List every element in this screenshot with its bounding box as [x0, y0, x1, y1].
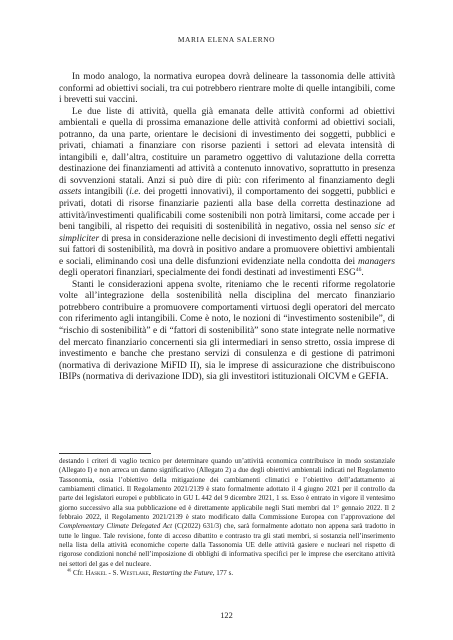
- footnote-46: $^{46}$ Cfr. Haskel - S. Westlake, Restarting the Future, 177 s.: [67, 567, 234, 578]
- footnote-continuation: destando i criteri di vaglio tecnico per determinare quando un’attività economica contribuisce in modo sostanziale (Allegato I) e non arreca un danno significativo (Allegato 2) a due degli obiettivi ambientali indicati nel Regolamento Tassonomia, ossia l’obiettivo della mitigazione dei cambiamenti climatici e l’obiettivo dell’adattamento ai cambiamenti climatici. Il Regolamento 2021/2139 è stato formalmente adottato il 4 giugno 2021 per il controllo da parte dei legislatori europei e pubblicato in GU L 442 del 9 dicembre 2021, 1 ss. Esso è entrato in vigore il ventesimo giorno successivo alla sua pubblicazione ed è direttamente applicabile negli Stati membri dal 1° gennaio 2022. Il 2 febbraio 2022, il Regolamento 2021/2139 è stato modificato dalla Commissione Europea con l’approvazione del Complementary Climate Delegated Act (C(2022) 631/3) che, sarà formalmente adottato non appena sarà tradotto in tutte le lingue. Tale revisione, fonte di acceso dibattito e contrasto tra gli stati membri, si sostanzia nell’inserimento nella lista della attività economiche coperte dalla Tassonomia UE delle attività gasiere e nucleari nel rispetto di rigorose condizioni nonché nell’imposizione di obblighi di informativa specifici per le imprese che esercitano attività nei settori del gas e del nucleare.: [59, 457, 395, 568]
- term-managers: managers: [358, 256, 395, 267]
- footnote-ref-46[interactable]: 46: [355, 267, 362, 274]
- paragraph-2: Le due liste di attività, quella già emanata delle attività conformi ad obiettivi ambientali e quella di prossima emanazione delle attività conformi ad obiettivi sociali, potranno, da una parte, orientare le decisioni di investimento dei soggetti, pubblici e privati, chiamati a finanziare con risorse pazienti i settori ad elevata intensità di intangibili e, dall’altra, costituire un parametro oggettivo di valutazione della corretta destinazione dei finanziamenti ad attività a contenuto innovativo, soprattutto in presenza di sovvenzioni statali. Anzi si può dire di più: con riferimento al finanziamento degli assets intangibili (i.e. dei progetti innovativi), il comportamento dei soggetti, pubblici e privati, dotati di risorse finanziarie pazienti alla base della corretta destinazione ad attività/investimenti qualificabili come sostenibili non potrà limitarsi, come accade per i beni tangibili, al rispetto dei requisiti di sostenibilità in negativo, ossia nel senso sic et simpliciter di presa in considerazione nelle decisioni di investimento degli effetti negativi sui fattori di sostenibilità, ma dovrà in positivo andare a promuovere obiettivi ambientali e sociali, eliminando così una delle disfunzioni evidenziate nella condotta dei managers degli operatori finanziari, specialmente dei fondi destinati ad investimenti ESG$^{46}$.: [59, 106, 395, 279]
- running-head: MARIA ELENA SALERNO: [177, 35, 276, 44]
- footnote-separator: [59, 453, 151, 454]
- footnote-authors: Haskel - S. Westlake: [85, 569, 149, 578]
- footnote-number: 46: [67, 567, 72, 573]
- body-text: [59, 72, 395, 384]
- term-ie: i.e.: [129, 187, 141, 198]
- act-title: Complementary Climate Delegated Act: [59, 522, 173, 531]
- footnote-book-title: Restarting the Future: [152, 569, 213, 578]
- paragraph-1: In modo analogo, la normativa europea dovrà delineare la tassonomia delle attività conformi ad obiettivi sociali, tra cui potrebbero rientrare molte di quelle intangibili, come i brevetti sui vaccini.: [59, 72, 395, 106]
- paragraph-3: Stanti le considerazioni appena svolte, riteniamo che le recenti riforme regolatorie volte all’integrazione della sostenibilità nella disciplina del mercato finanziario potrebbero contribuire a promuovere comportamenti virtuosi degli operatori del mercato con riferimento agli intangibili. Come è noto, le nozioni di “investimento sostenibile”, di “rischio di sostenibilità” e di “fattori di sostenibilità” sono state integrate nelle normative del mercato finanziario concernenti sia gli intermediari in senso stretto, ossia imprese di investimento e banche che prestano servizi di consulenza e di gestione di patrimoni (normativa di derivazione MiFID II), sia le imprese di assicurazione che distribuiscono IBIPs (normativa di derivazione IDD), sia gli investitori istituzionali OICVM e GEFIA.: [59, 279, 395, 383]
- footnotes: [59, 457, 395, 578]
- term-sic-et-simpliciter: sic et simpliciter: [59, 222, 395, 244]
- term-assets: assets: [59, 187, 82, 198]
- page-number: 122: [220, 611, 233, 620]
